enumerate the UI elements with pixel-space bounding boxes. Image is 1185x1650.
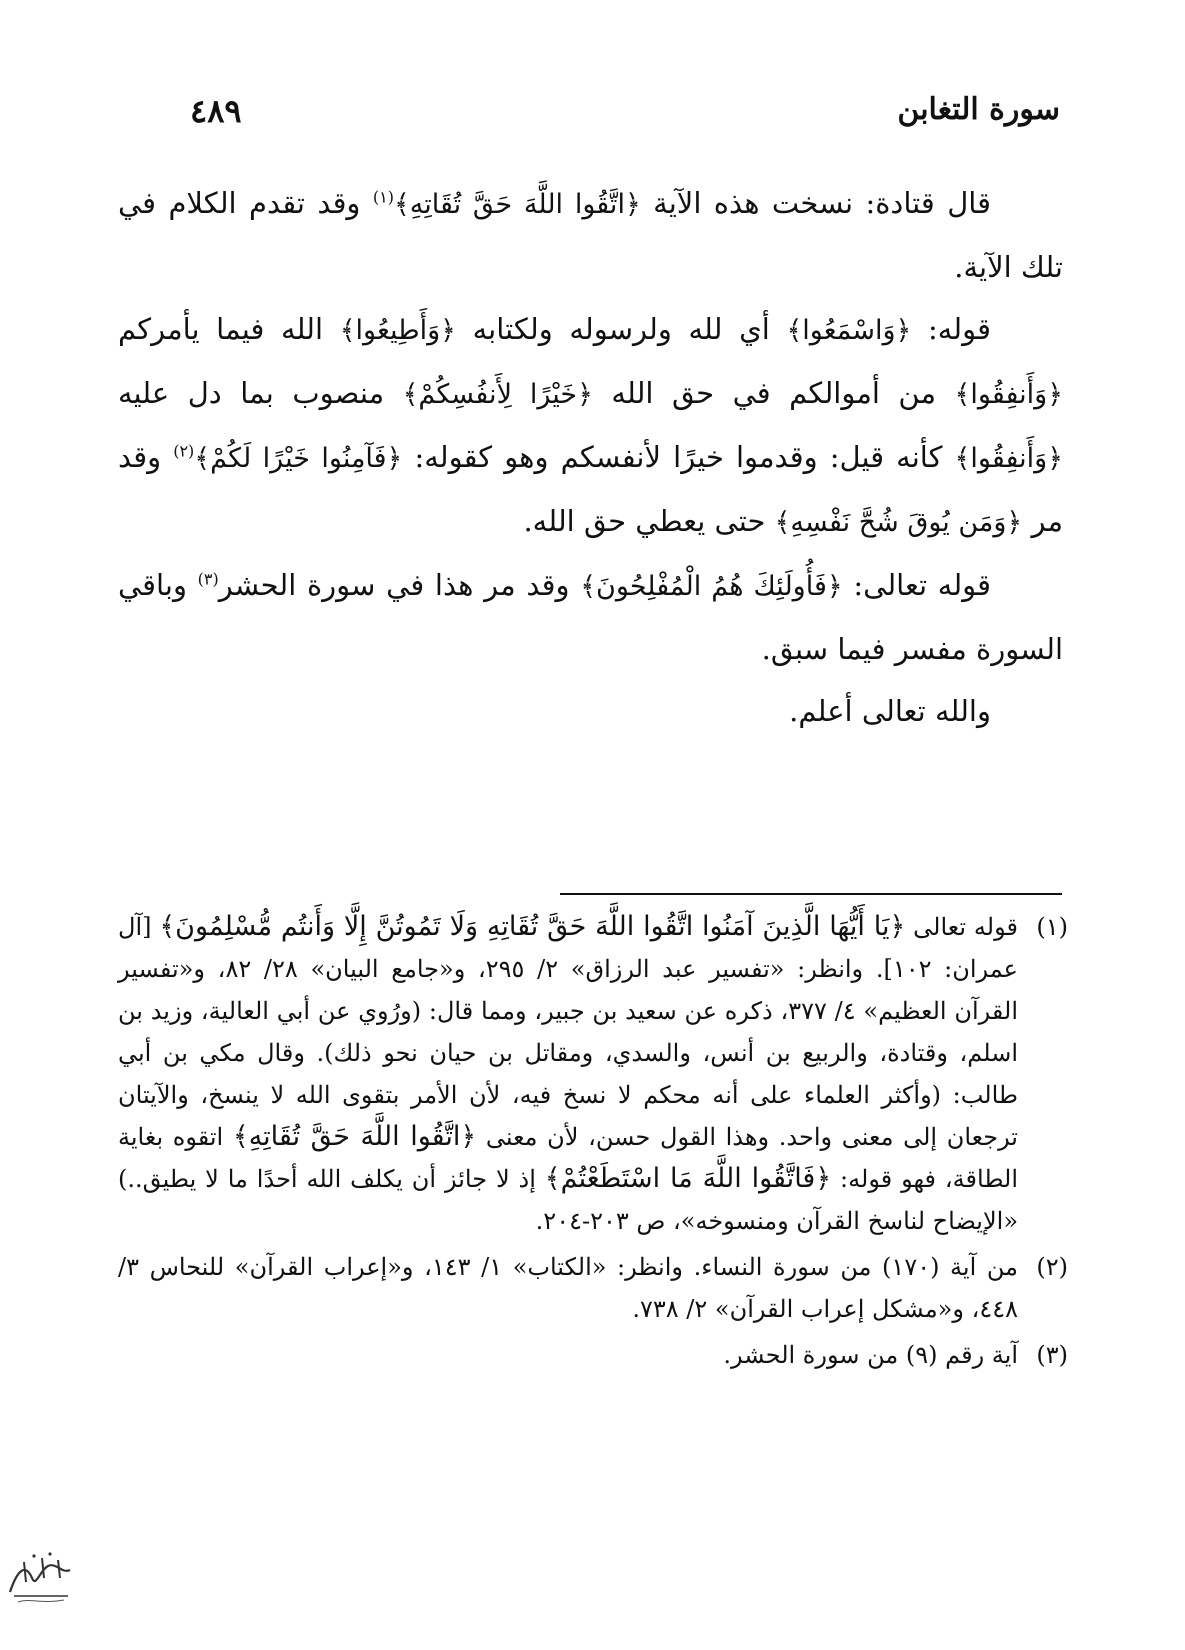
footnote-number: (٢) <box>1036 1253 1068 1281</box>
text-run: وقد تقدم الكلام في تلك الآية. <box>118 186 1063 284</box>
quran-verse: ﴿وَأَطِيعُوا﴾ <box>339 315 456 346</box>
text-run: قال قتادة: نسخت هذه الآية <box>640 186 991 220</box>
quran-verse: ﴿خَيْرًا لِأَنفُسِكُمْ﴾ <box>402 379 593 410</box>
text-run: قوله تعالى: <box>842 568 992 602</box>
footnote-1 <box>118 906 1068 1242</box>
text-run: [آل عمران: ١٠٢]. وانظر: «تفسير عبد الرزاق» ٢/ ٢٩٥، و«جامع البيان» ٢٨/ ٨٢، و«تفسير القرآن العظيم» ٤/ ٣٧٧، ذكره عن سعيد بن جبير، ومما قال: (ورُوي عن أبي العالية، وزيد بن اسلم، وقتادة، والربيع بن أنس، والسدي، ومقاتل بن حيان نحو ذلك). وقال مكي بن أبي طالب: (وأكثر العلماء على أنه محكم لا نسخ فيه، لأن الأمر بتقوى الله لا ينسخ، والآيتان ترجعان إلى معنى واحد. وهذا القول حسن، لأن معنى <box>118 913 1019 1151</box>
publisher-stamp-icon <box>4 1548 78 1608</box>
paragraph-1 <box>118 172 1063 298</box>
text-run: قوله: <box>911 312 991 346</box>
quran-verse: ﴿اتَّقُوا اللَّهَ حَقَّ تُقَاتِهِ﴾ <box>393 189 641 220</box>
footnote-ref: (١) <box>372 187 394 207</box>
page-header <box>190 92 1060 136</box>
quran-verse: ﴿وَأَنفِقُوا﴾ <box>954 379 1064 410</box>
text-run: حتى يعطي حق الله. <box>523 504 775 538</box>
closing-line: والله تعالى أعلم. <box>789 694 991 728</box>
quran-verse: ﴿اتَّقُوا اللَّهَ حَقَّ تُقَاتِهِ﴾ <box>232 1121 477 1152</box>
paragraph-2 <box>118 298 1063 554</box>
text-run: آية رقم (٩) من سورة الحشر. <box>723 1341 1018 1369</box>
main-text <box>118 172 1063 742</box>
surah-title: سورة التغابن <box>897 92 1060 127</box>
text-run: من أموالكم في حق الله <box>592 376 955 410</box>
footnote-ref: (٣) <box>197 569 219 589</box>
quran-verse: ﴿وَاسْمَعُوا﴾ <box>786 315 912 346</box>
text-run: إذ لا جائز أن يكلف الله أحدًا ما لا يطيق..) «الإيضاح لناسخ القرآن ومنسوخه»، ص ٢٠٣-٢٠٤. <box>118 1165 1018 1235</box>
paragraph-3 <box>118 554 1063 680</box>
text-run: قوله تعالى <box>905 913 1018 941</box>
text-run: اتقوه بغاية الطاقة، فهو قوله: <box>118 1123 1018 1193</box>
quran-verse: ﴿فَأُولَئِكَ هُمُ الْمُفْلِحُونَ﴾ <box>580 571 843 602</box>
text-run: الله فيما يأمركم <box>118 312 340 346</box>
text-run: منصوب بما دل عليه <box>118 376 403 410</box>
footnote-number: (١) <box>1036 913 1068 941</box>
footnote-2 <box>118 1246 1068 1330</box>
text-run: وباقي السورة مفسر فيما سبق. <box>118 568 1063 666</box>
page-number: ٤٨٩ <box>190 92 242 130</box>
quran-verse: ﴿وَمَن يُوقَ شُحَّ نَفْسِهِ﴾ <box>774 507 1023 538</box>
footnote-separator <box>560 893 1062 895</box>
footnotes <box>118 906 1068 1380</box>
text-run: كأنه قيل: وقدموا خيرًا لأنفسكم وهو كقوله: <box>402 440 955 474</box>
footnote-ref: (٢) <box>173 441 195 461</box>
footnote-number: (٣) <box>1036 1341 1068 1369</box>
text-run: وقد مر هذا في سورة الحشر <box>218 568 581 602</box>
quran-verse: ﴿فَآمِنُوا خَيْرًا لَكُمْ﴾ <box>194 443 403 474</box>
footnote-3 <box>118 1334 1068 1376</box>
quran-verse: ﴿وَأَنفِقُوا﴾ <box>954 443 1064 474</box>
quran-verse: ﴿فَاتَّقُوا اللَّهَ مَا اسْتَطَعْتُمْ﴾ <box>544 1163 832 1194</box>
text-run: وقد مر <box>118 440 1063 538</box>
quran-verse: ﴿يَا أَيُّهَا الَّذِينَ آمَنُوا اتَّقُوا اللَّهَ حَقَّ تُقَاتِهِ وَلَا تَمُوتُنَّ إِلَّا وَأَنتُم مُّسْلِمُونَ﴾ <box>159 911 906 942</box>
text-run: من آية (١٧٠) من سورة النساء. وانظر: «الكتاب» ١/ ١٤٣، و«إعراب القرآن» للنحاس ٣/ ٤٤٨، و«مشكل إعراب القرآن» ٢/ ٧٣٨. <box>118 1253 1018 1323</box>
text-run: أي لله ولرسوله ولكتابه <box>456 312 787 346</box>
